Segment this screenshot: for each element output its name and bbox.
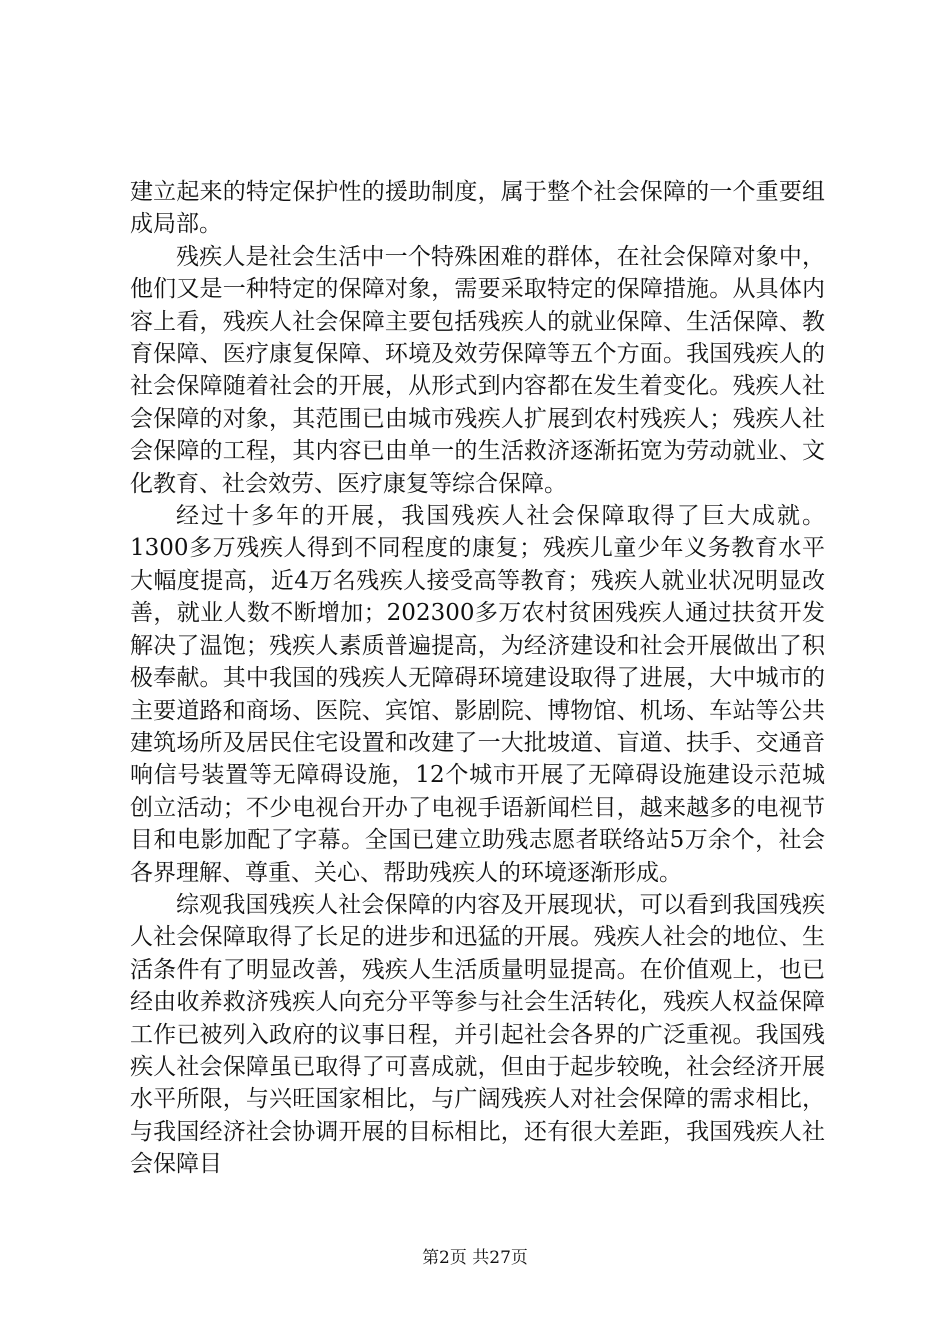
paragraph-achievements: 经过十多年的开展，我国残疾人社会保障取得了巨大成就。1300多万残疾人得到不同程度的康复；残疾儿童少年义务教育水平大幅度提高，近4万名残疾人接受高等教育；残疾人就业状况明显改善，就业人数不断增加；202300多万农村贫困残疾人通过扶贫开发解决了温饱；残疾人素质普遍提高，为经济建设和社会开展做出了积极奉献。其中我国的残疾人无障碍环境建设取得了进展，大中城市的主要道路和商场、医院、宾馆、影剧院、博物馆、机场、车站等公共建筑场所及居民住宅设置和改建了一大批坡道、盲道、扶手、交通音响信号装置等无障碍设施，12个城市开展了无障碍设施建设示范城创立活动；不少电视台开办了电视手语新闻栏目，越来越多的电视节目和电影加配了字幕。全国已建立助残志愿者联络站5万余个，社会各界理解、尊重、关心、帮助残疾人的环境逐渐形成。 [130, 503, 825, 886]
document-body [130, 176, 825, 1181]
page-number-footer: 第2页 共27页 [422, 1248, 528, 1268]
paragraph-continuation: 建立起来的特定保护性的援助制度，属于整个社会保障的一个重要组成局部。 [130, 179, 825, 238]
paragraph-overview: 综观我国残疾人社会保障的内容及开展现状，可以看到我国残疾人社会保障取得了长足的进步和迅猛的开展。残疾人社会的地位、生活条件有了明显改善，残疾人生活质量明显提高。在价值观上，也已经由收养救济残疾人向充分平等参与社会生活转化，残疾人权益保障工作已被列入政府的议事日程，并引起社会各界的广泛重视。我国残疾人社会保障虽已取得了可喜成就，但由于起步较晚，社会经济开展水平所限，与兴旺国家相比，与广阔残疾人对社会保障的需求相比，与我国经济社会协调开展的目标相比，还有很大差距，我国残疾人社会保障目 [130, 891, 825, 1178]
paragraph-disability-social-security-scope: 残疾人是社会生活中一个特殊困难的群体，在社会保障对象中，他们又是一种特定的保障对象，需要采取特定的保障措施。从具体内容上看，残疾人社会保障主要包括残疾人的就业保障、生活保障、教育保障、医疗康复保障、环境及效劳保障等五个方面。我国残疾人的社会保障随着社会的开展，从形式到内容都在发生着变化。残疾人社会保障的对象，其范围已由城市残疾人扩展到农村残疾人；残疾人社会保障的工程，其内容已由单一的生活救济逐渐拓宽为劳动就业、文化教育、社会效劳、医疗康复等综合保障。 [130, 243, 825, 497]
